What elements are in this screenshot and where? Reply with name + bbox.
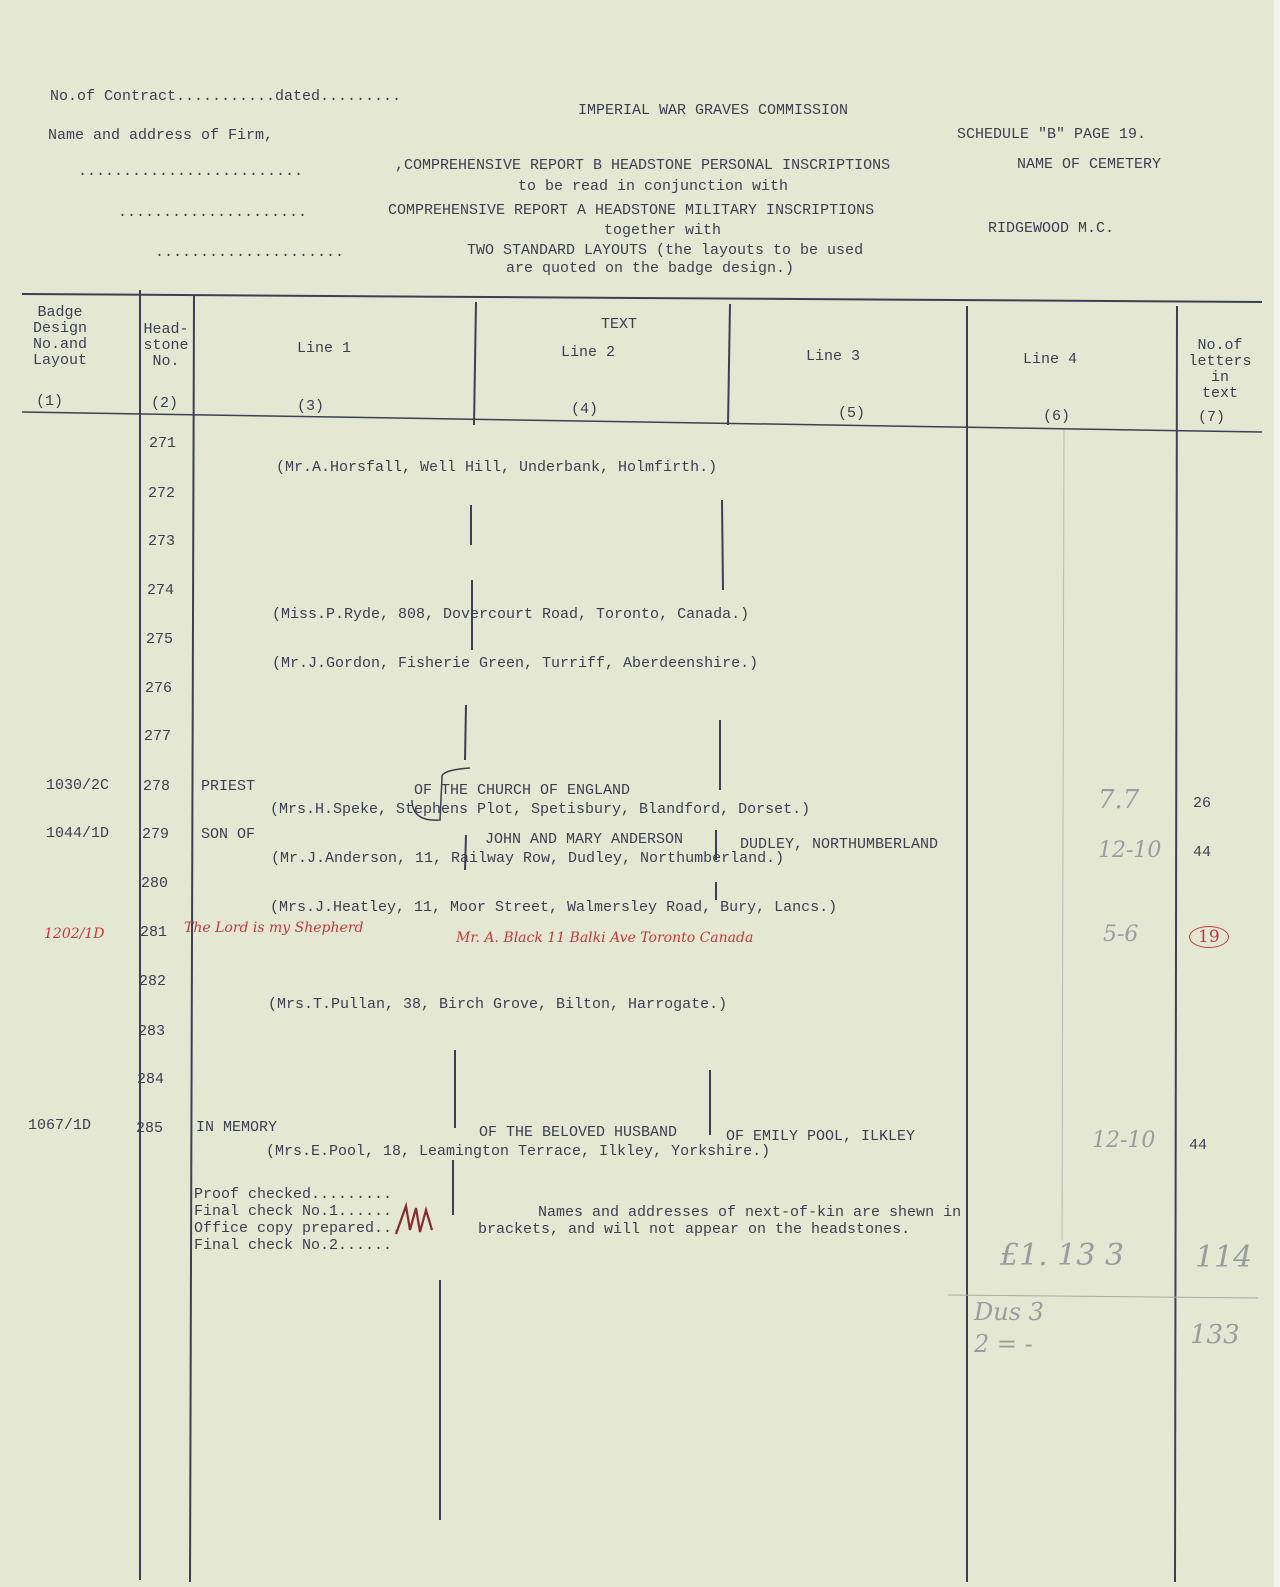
letter-count: 44	[1193, 844, 1212, 861]
header-bottom-rule	[22, 412, 1262, 432]
pencil-tally: 5-6	[1103, 922, 1139, 947]
line1-text: SON OF	[201, 826, 256, 843]
next-of-kin: (Mrs.E.Pool, 18, Leamington Terrace, Ilkley, Yorkshire.)	[266, 1143, 771, 1160]
col-header-line4: Line 4	[1023, 351, 1078, 368]
headstone-no: 274	[147, 582, 175, 599]
col-rule-2	[190, 296, 194, 1582]
line3-text: OF EMILY POOL, ILKLEY	[726, 1128, 916, 1145]
next-of-kin-handwritten: Mr. A. Black 11 Balki Ave Toronto Canada	[456, 930, 754, 946]
cemetery-label: NAME OF CEMETERY	[1017, 156, 1162, 173]
letter-count-circled: 19	[1189, 926, 1229, 948]
proof-checked: Proof checked.........	[194, 1186, 393, 1203]
badge-design: 1030/2C	[46, 777, 110, 794]
badge-design: 1067/1D	[28, 1117, 92, 1134]
next-of-kin: (Mrs.T.Pullan, 38, Birch Grove, Bilton, Harrogate.)	[268, 996, 728, 1013]
schedule-page: SCHEDULE "B" PAGE 19.	[957, 126, 1147, 143]
headstone-no: 271	[149, 435, 177, 452]
next-of-kin: (Mr.J.Anderson, 11, Railway Row, Dudley, Northumberland.)	[271, 850, 785, 867]
letter-count: 44	[1189, 1137, 1208, 1154]
commission-title: IMPERIAL WAR GRAVES COMMISSION	[578, 102, 849, 119]
pencil-note: Dus 3	[974, 1298, 1044, 1326]
next-of-kin: (Miss.P.Ryde, 808, Dovercourt Road, Toronto, Canada.)	[272, 606, 750, 623]
next-of-kin: (Mrs.H.Speke, Stephens Plot, Spetisbury, Blandford, Dorset.)	[270, 801, 811, 818]
pencil-grand-total: 133	[1190, 1320, 1240, 1350]
col-num-5: (5)	[838, 405, 866, 422]
headstone-no: 281	[140, 924, 168, 941]
final-check-2: Final check No.2......	[194, 1237, 393, 1254]
headstone-no: 284	[137, 1071, 165, 1088]
col-header-headstone: Head- stone No.	[143, 321, 189, 370]
line2-text: OF THE CHURCH OF ENGLAND	[414, 782, 631, 799]
badge-design-handwritten: 1202/1D	[44, 926, 105, 942]
header-top-rule	[22, 294, 1262, 302]
line1-text: PRIEST	[201, 778, 256, 795]
col-num-7: (7)	[1198, 409, 1226, 426]
report-b-title: ,COMPREHENSIVE REPORT B HEADSTONE PERSONAL INSCRIPTIONS	[395, 157, 891, 174]
line1-text: IN MEMORY	[196, 1119, 278, 1136]
initials-signature	[392, 1200, 438, 1242]
letter-count: 26	[1193, 795, 1212, 812]
col-rule-6	[1175, 306, 1177, 1582]
next-of-kin: (Mr.J.Gordon, Fisherie Green, Turriff, Aberdeenshire.)	[272, 655, 759, 672]
layouts-line-2: are quoted on the badge design.)	[506, 260, 795, 277]
col-rule-3	[474, 302, 476, 425]
pencil-tally: 12-10	[1098, 838, 1162, 863]
col-header-text: TEXT	[601, 316, 638, 333]
next-of-kin: (Mr.A.Horsfall, Well Hill, Underbank, Holmfirth.)	[276, 459, 718, 476]
line3-text: DUDLEY, NORTHUMBERLAND	[740, 836, 939, 853]
layouts-line-1: TWO STANDARD LAYOUTS (the layouts to be used	[467, 242, 864, 259]
headstone-no: 272	[148, 485, 176, 502]
note-line-2: brackets, and will not appear on the headstones.	[478, 1221, 911, 1238]
pencil-total-letters: 114	[1195, 1240, 1253, 1275]
pencil-note: 2 = -	[974, 1330, 1033, 1358]
line1-handwritten: The Lord is my Shepherd	[184, 920, 364, 936]
contract-line: No.of Contract...........dated.........	[50, 88, 402, 105]
col-header-line2: Line 2	[561, 344, 616, 361]
col-rule-faint	[1062, 430, 1064, 1240]
col-header-letters: No.of letters in text	[1188, 337, 1252, 402]
headstone-no: 275	[146, 631, 174, 648]
report-a-title: COMPREHENSIVE REPORT A HEADSTONE MILITARY INSCRIPTIONS	[388, 202, 875, 219]
note-line-1: Names and addresses of next-of-kin are shewn in	[538, 1204, 962, 1221]
final-check-1: Final check No.1......	[194, 1203, 393, 1220]
col-header-badge: Badge Design No.and Layout	[32, 304, 87, 369]
col-header-line3: Line 3	[806, 348, 861, 365]
line2-text: OF THE BELOVED HUSBAND	[479, 1124, 678, 1141]
col-num-4: (4)	[571, 401, 599, 418]
headstone-no: 278	[143, 778, 171, 795]
col-num-3: (3)	[297, 398, 325, 415]
headstone-no: 282	[139, 973, 167, 990]
firm-dots-3: .....................	[155, 244, 345, 261]
firm-dots-1: .........................	[78, 163, 304, 180]
office-copy: Office copy prepared...	[194, 1220, 402, 1237]
headstone-no: 280	[141, 875, 169, 892]
headstone-no: 277	[144, 728, 172, 745]
headstone-no: 279	[142, 826, 170, 843]
pencil-tally: 7.7	[1098, 785, 1140, 815]
col-num-6: (6)	[1043, 408, 1071, 425]
headstone-no: 285	[136, 1120, 164, 1137]
line2-text: JOHN AND MARY ANDERSON	[485, 831, 684, 848]
col-header-line1: Line 1	[297, 340, 352, 357]
pencil-tally: 12-10	[1092, 1128, 1156, 1153]
headstone-no: 276	[145, 680, 173, 697]
together-with: together with	[604, 222, 722, 239]
col-rule-4	[728, 304, 730, 425]
firm-dots-2: .....................	[118, 204, 308, 221]
col-num-1: (1)	[36, 393, 64, 410]
badge-design: 1044/1D	[46, 825, 110, 842]
col-num-2: (2)	[151, 395, 179, 412]
page-edge	[1274, 0, 1280, 1587]
headstone-no: 283	[138, 1023, 166, 1040]
pencil-total: £1. 13 3	[1000, 1238, 1125, 1273]
firm-label: Name and address of Firm,	[48, 127, 274, 144]
next-of-kin: (Mrs.J.Heatley, 11, Moor Street, Walmersley Road, Bury, Lancs.)	[270, 899, 838, 916]
headstone-no: 273	[148, 533, 176, 550]
cemetery-name: RIDGEWOOD M.C.	[988, 220, 1115, 237]
read-with: to be read in conjunction with	[518, 178, 789, 195]
